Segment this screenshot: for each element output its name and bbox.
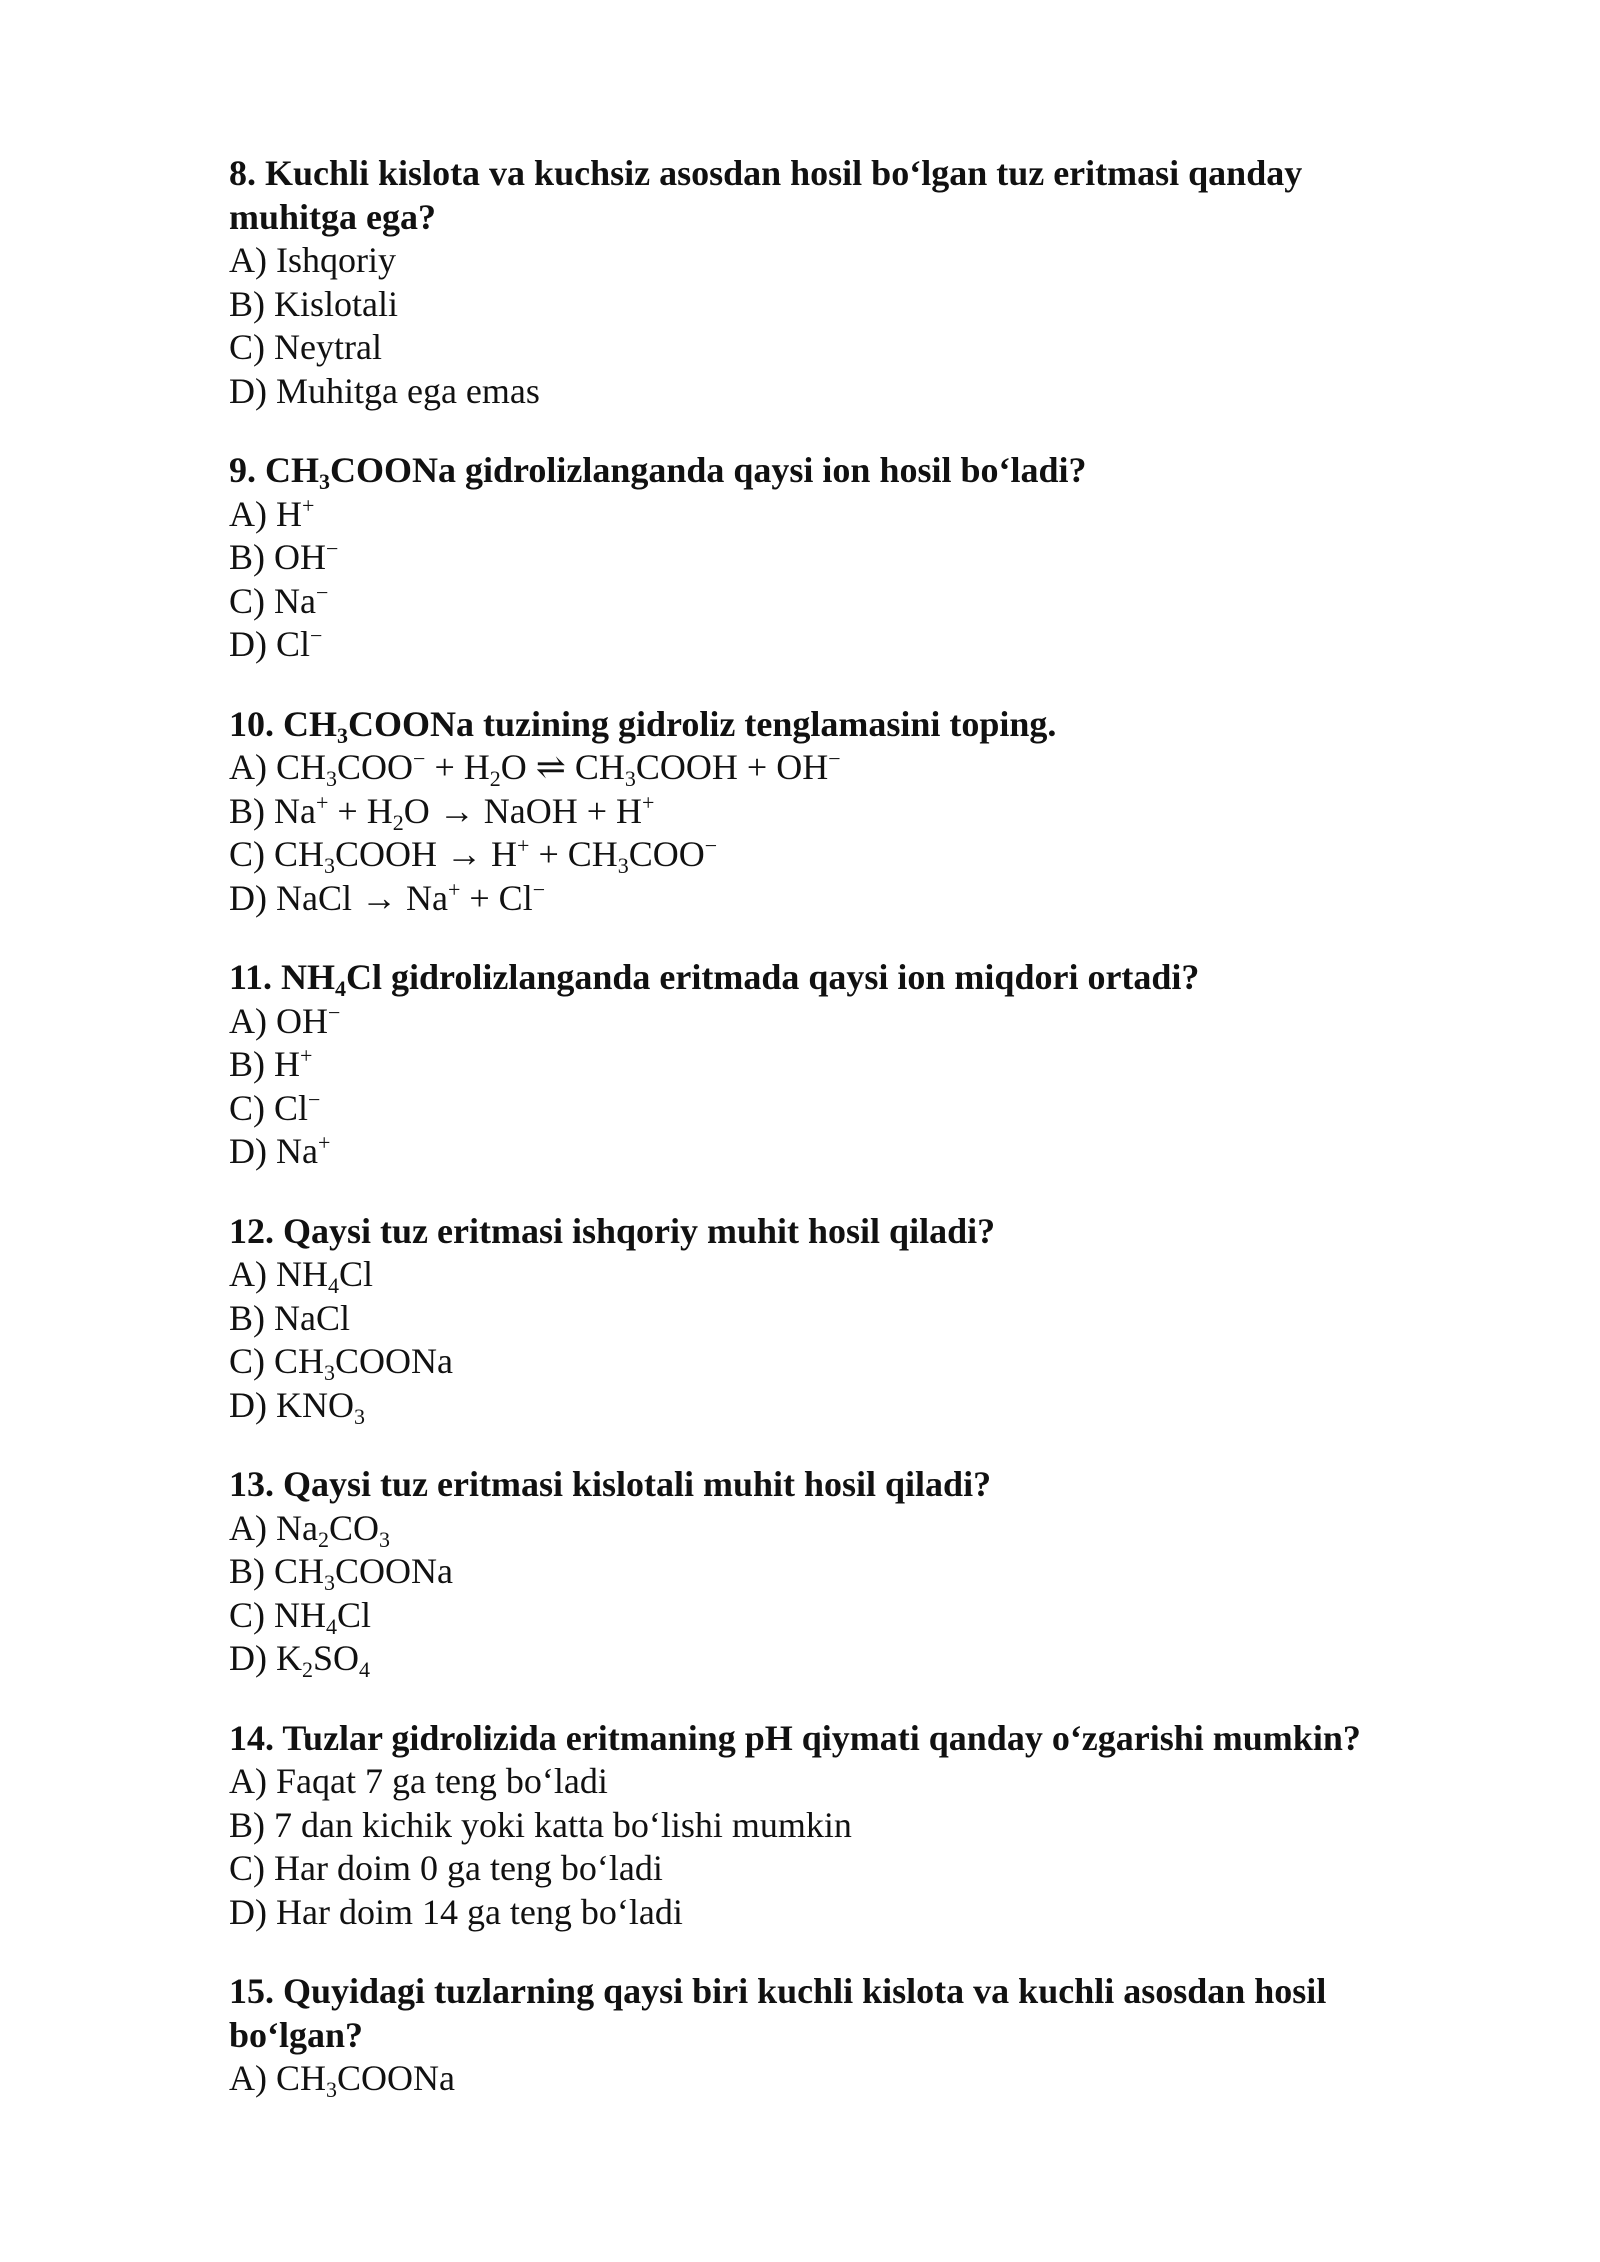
question-spacer (229, 1681, 1429, 1717)
answer-option: D) Muhitga ega emas (229, 370, 540, 411)
answer-option: A) Ishqoriy (229, 240, 396, 280)
question-block (229, 1717, 1429, 1935)
answer-option: D) $KNO_3$ (229, 1384, 365, 1429)
question-title: 14. Tuzlar gidrolizida eritmaning pH qiymati qanday o‘zgarishi mumkin? (229, 1717, 1361, 1758)
question-spacer (229, 667, 1429, 703)
answer-option: C) $CH_3COOH \to H^+ + CH_3COO^-$ (229, 833, 718, 878)
question-title: 8. Kuchli kislota va kuchsiz asosdan hosil bo‘lgan tuz eritmasi qanday muhitga ega? (229, 153, 1303, 237)
answer-option: C) Na− (229, 579, 329, 621)
question-spacer (229, 413, 1429, 449)
question-block (229, 956, 1429, 1174)
question-spacer (229, 1427, 1429, 1463)
question-title: 10. $CH_3COONa$ tuzining gidroliz tenglamasini toping. (229, 703, 1057, 748)
document-page (229, 152, 1429, 2101)
answer-option: D) Cl− (229, 623, 323, 664)
question-block (229, 449, 1429, 667)
question-spacer (229, 1934, 1429, 1970)
answer-option: A) $Na_2CO_3$ (229, 1507, 390, 1552)
answer-option: A) OH− (229, 999, 341, 1041)
answer-option: D) Har doim 14 ga teng bo‘ladi (229, 1891, 683, 1932)
question-spacer (229, 920, 1429, 956)
answer-option: D) NaCl → Na+ + Cl− (229, 876, 546, 918)
question-title: 11. $NH_4Cl$ gidrolizlanganda eritmada qaysi ion miqdori ortadi? (229, 957, 1200, 1001)
answer-option: C) $CH_3COONa$ (229, 1341, 453, 1385)
answer-option: B) OH− (229, 536, 339, 577)
answer-option: D) Na+ (229, 1130, 331, 1171)
answer-option: B) Kislotali (229, 283, 398, 324)
answer-option: C) Cl− (229, 1086, 321, 1128)
answer-option: B) $Na^+ + H_2O$ → NaOH + H+ (229, 789, 655, 835)
answer-option: D) $K_2SO_4$ (229, 1638, 371, 1682)
answer-option: B) NaCl (229, 1297, 350, 1338)
question-block (229, 152, 1429, 413)
question-title: 12. Qaysi tuz eritmasi ishqoriy muhit hosil qiladi? (229, 1210, 996, 1251)
answer-option: A) Faqat 7 ga teng bo‘ladi (229, 1761, 608, 1801)
answer-option: B) 7 dan kichik yoki katta bo‘lishi mumkin (229, 1804, 852, 1845)
answer-option: C) $NH_4Cl$ (229, 1594, 372, 1639)
question-block (229, 1463, 1429, 1681)
answer-option: A) H+ (229, 492, 315, 534)
question-title: 9. $CH_3COONa$ gidrolizlanganda qaysi ion hosil bo‘ladi? (229, 450, 1087, 494)
answer-option: C) Neytral (229, 327, 382, 367)
answer-option: B) H+ (229, 1043, 313, 1084)
answer-option: A) $CH_3COO^- + H_2O$ ⇌ $CH_3COOH + OH^-$ (229, 746, 841, 791)
question-block (229, 703, 1429, 921)
question-title: 13. Qaysi tuz eritmasi kislotali muhit hosil qiladi? (229, 1464, 992, 1504)
question-block (229, 1210, 1429, 1428)
answer-option: A) $CH_3COONa$ (229, 2058, 455, 2102)
question-title: 15. Quyidagi tuzlarning qaysi biri kuchli kislota va kuchli asosdan hosil bo‘lgan? (229, 1971, 1327, 2055)
question-spacer (229, 1174, 1429, 1210)
answer-option: B) $CH_3COONa$ (229, 1551, 453, 1595)
answer-option: A) $NH_4Cl$ (229, 1254, 373, 1298)
answer-option: C) Har doim 0 ga teng bo‘ladi (229, 1848, 663, 1888)
question-block (229, 1970, 1429, 2101)
